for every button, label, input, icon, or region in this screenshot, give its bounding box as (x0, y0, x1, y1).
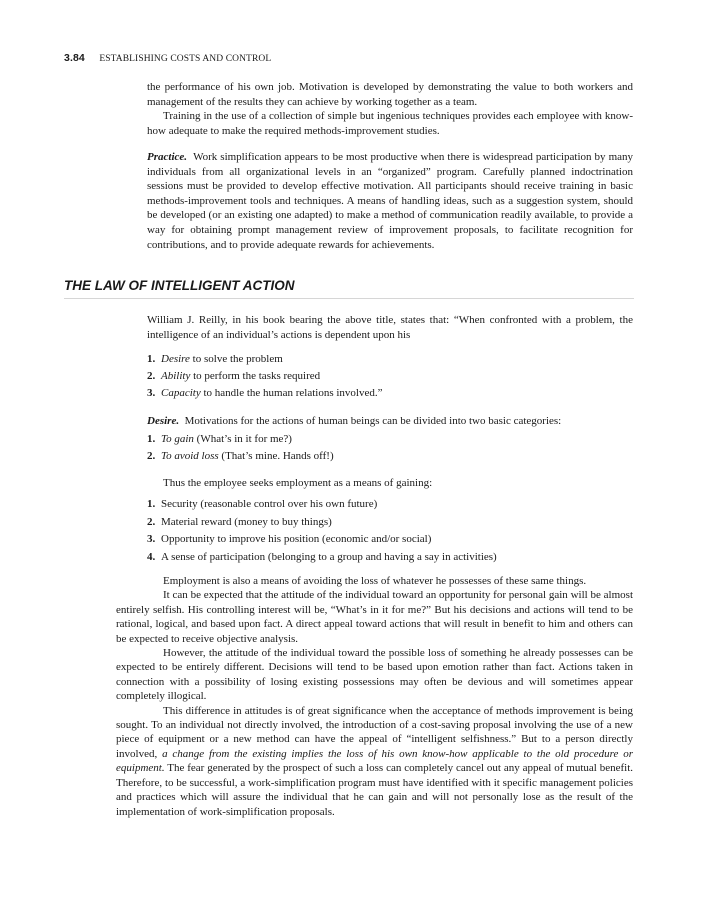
intro-paragraph-1: the performance of his own job. Motivation is developed by demonstrating the value to both workers and management of the results they can achieve by working together as a team. (147, 81, 633, 108)
closing-paragraph-4: This difference in attitudes is of great significance when the acceptance of methods improvement is being sought. To an individual not directly involved, the introduction of a cost-saving proposal involving the use of a new piece of equipment or a new method can have the appeal of “intelligent selfishness.” But to a person directly involved, a change from the existing implies the loss of his own know-how applicable to the old procedure or equipment. The fear generated by the prospect of such a loss can completely cancel out any appeal of mutual benefit. Therefore, to be successful, a work-simplification program must have identified with it specific management policies and practices which will assure the individual that he can gain and will not personally lose as the result of the implementation of work-simplification proposals. (116, 704, 633, 818)
closing-paragraph-1: Employment is also a means of avoiding the loss of whatever he possesses of these same things. (163, 575, 587, 587)
list-item: 2. Material reward (money to buy things) (147, 515, 332, 528)
desire-paragraph: Desire. Motivations for the actions of human beings can be divided into two basic categories: (147, 415, 562, 427)
running-title: ESTABLISHING COSTS AND CONTROL (99, 54, 272, 64)
closing-paragraph-3: However, the attitude of the individual toward the possible loss of something he already possesses can be expected to be entirely different. Decisions will tend to be based upon emotion rather than fact. Actions taken in connection with a possibility of losing existing possessions may often be devious and will sometimes appear completely illogical. (116, 647, 633, 703)
desire-heading: Desire. (147, 415, 180, 427)
reilly-block (147, 313, 633, 342)
practice-block (147, 150, 633, 252)
list-item: 2. Ability to perform the tasks required (147, 370, 321, 382)
practice-text: Work simplification appears to be most productive when there is widespread participation by many individuals from all organizational levels in an “organized” program. Carefully planned indoctrination sessions must be provided to develop effective motivation. All participants should receive training in basic methods-improvement tools and techniques. A means of handling ideas, such as a suggestion system, should be developed (or an existing one adapted) to make a method of communication readily available, to provide a way for obtaining prompt management review of improvement proposals, to facilitate recognition for contributions, and to provide adequate rewards for achievements. (147, 151, 634, 251)
practice-paragraph (147, 150, 633, 252)
gaining-intro: Thus the employee seeks employment as a means of gaining: (163, 477, 433, 489)
reilly-paragraph: William J. Reilly, in his book bearing the above title, states that: “When confronted with a problem, the intelligence of an individual’s actions is dependent upon his (147, 314, 633, 341)
list-motivations (147, 431, 633, 465)
list-item: 1. To gain (What’s in it for me?) (147, 433, 292, 445)
gaining-intro-block (147, 476, 633, 491)
list-item: 2. To avoid loss (That’s mine. Hands off!) (147, 450, 334, 462)
list-item: 1. Security (reasonable control over his own future) (147, 498, 378, 510)
desire-block (147, 414, 633, 429)
list-reilly (147, 351, 633, 402)
page-number: 3.84 (64, 52, 85, 64)
list-item: 3. Capacity to handle the human relations involved.” (147, 387, 383, 399)
closing-block (116, 574, 633, 819)
list-gains (147, 496, 633, 566)
practice-heading: Practice. (147, 151, 188, 163)
intro-paragraph-2: Training in the use of a collection of simple but ingenious techniques provides each employee with know-how adequate to make the required methods-improvement studies. (147, 110, 633, 137)
closing-paragraph-2: It can be expected that the attitude of the individual toward an opportunity for personal gain will be almost entirely selfish. His controlling interest will be, “What’s in it for me?” But his decisions and actions will tend to be rational, logical, and based upon fact. A direct appeal toward actions that will result in benefit to him and others can be expected to receive objective analysis. (116, 589, 633, 645)
intro-block (147, 80, 633, 138)
list-item: 1. Desire to solve the problem (147, 353, 283, 365)
emphasis: a change from the existing implies the loss of his own know-how applicable to the old procedure or equipment. (116, 747, 633, 775)
list-item: 3. Opportunity to improve his position (economic and/or social) (147, 533, 432, 545)
list-item: 4. A sense of participation (belonging to a group and having a say in activities) (147, 550, 497, 563)
section-title: THE LAW OF INTELLIGENT ACTION (64, 278, 634, 299)
running-header (64, 52, 271, 64)
